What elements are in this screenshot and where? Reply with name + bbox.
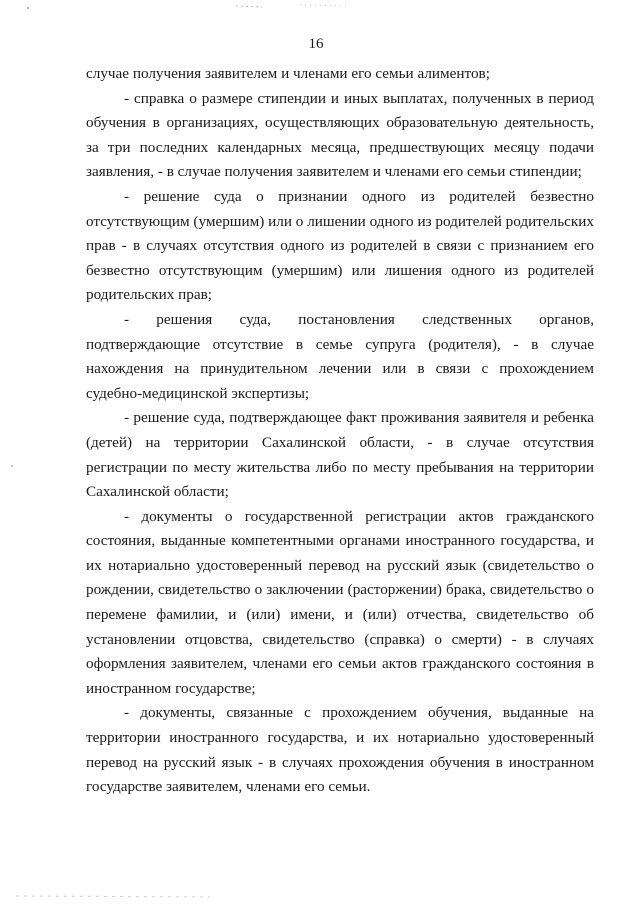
scan-dot — [27, 7, 29, 9]
paragraph-alimony: случае получения заявителем и членами его семьи алиментов; — [86, 65, 490, 82]
scan-dot-left — [11, 465, 13, 467]
scan-mark-top — [236, 6, 262, 7]
paragraph-court-missing-parent: - решение суда о признании одного из родителей безвестно отсутствующим (умершим) или о лишении одного из родителей родительских прав - в случаях отсутствия одного из родителей в связи с признанием его безвестно отсутствующим (умершим) или лишения одного из родителей родительских прав; — [86, 187, 594, 304]
document-body — [86, 62, 594, 800]
paragraph-court-spouse-absence: - решения суда, постановления следственных органов, подтверждающие отсутствие в семье супруга (родителя), - в случае нахождения на принудительном лечении или в связи с прохождением судебно-медицинской экспертизы; — [86, 310, 594, 402]
page-number: 16 — [308, 36, 324, 52]
scan-mark-top-2 — [300, 5, 348, 6]
paragraph-court-residence: - решение суда, подтверждающее факт проживания заявителя и ребенка (детей) на территории Сахалинской области, - в случае отсутствия регистрации по месту жительства либо по месту пребывания на территории Сахалинской области; — [86, 409, 594, 501]
paragraph-stipend-certificate: - справка о размере стипендии и иных выплатах, полученных в период обучения в организациях, осуществляющих образовательную деятельность, за три последних календарных месяца, предшествующих месяцу подачи заявления, - в случае получения заявителем и членами его семьи стипендии; — [86, 89, 594, 181]
paragraph-foreign-civil-acts: - документы о государственной регистрации актов гражданского состояния, выданные компетентными органами иностранного государства, и их нотариально удостоверенный перевод на русский язык (свидетельство о рождении, свидетельство о заключении (расторжении) брака, свидетельство о перемене фамилии, и (или) имени, и (или) отчества, свидетельство об установлении отцовства, свидетельство (справка) о смерти) - в случаях оформления заявителем, членами его семьи актов гражданского состояния в иностранном государстве; — [86, 507, 594, 697]
scan-mark-bottom — [16, 896, 210, 897]
paragraph-foreign-education: - документы, связанные с прохождением обучения, выданные на территории иностранного государства, и их нотариально удостоверенный перевод на русский язык - в случаях прохождения обучения в иностранном государстве заявителем, членами его семьи. — [86, 704, 594, 796]
